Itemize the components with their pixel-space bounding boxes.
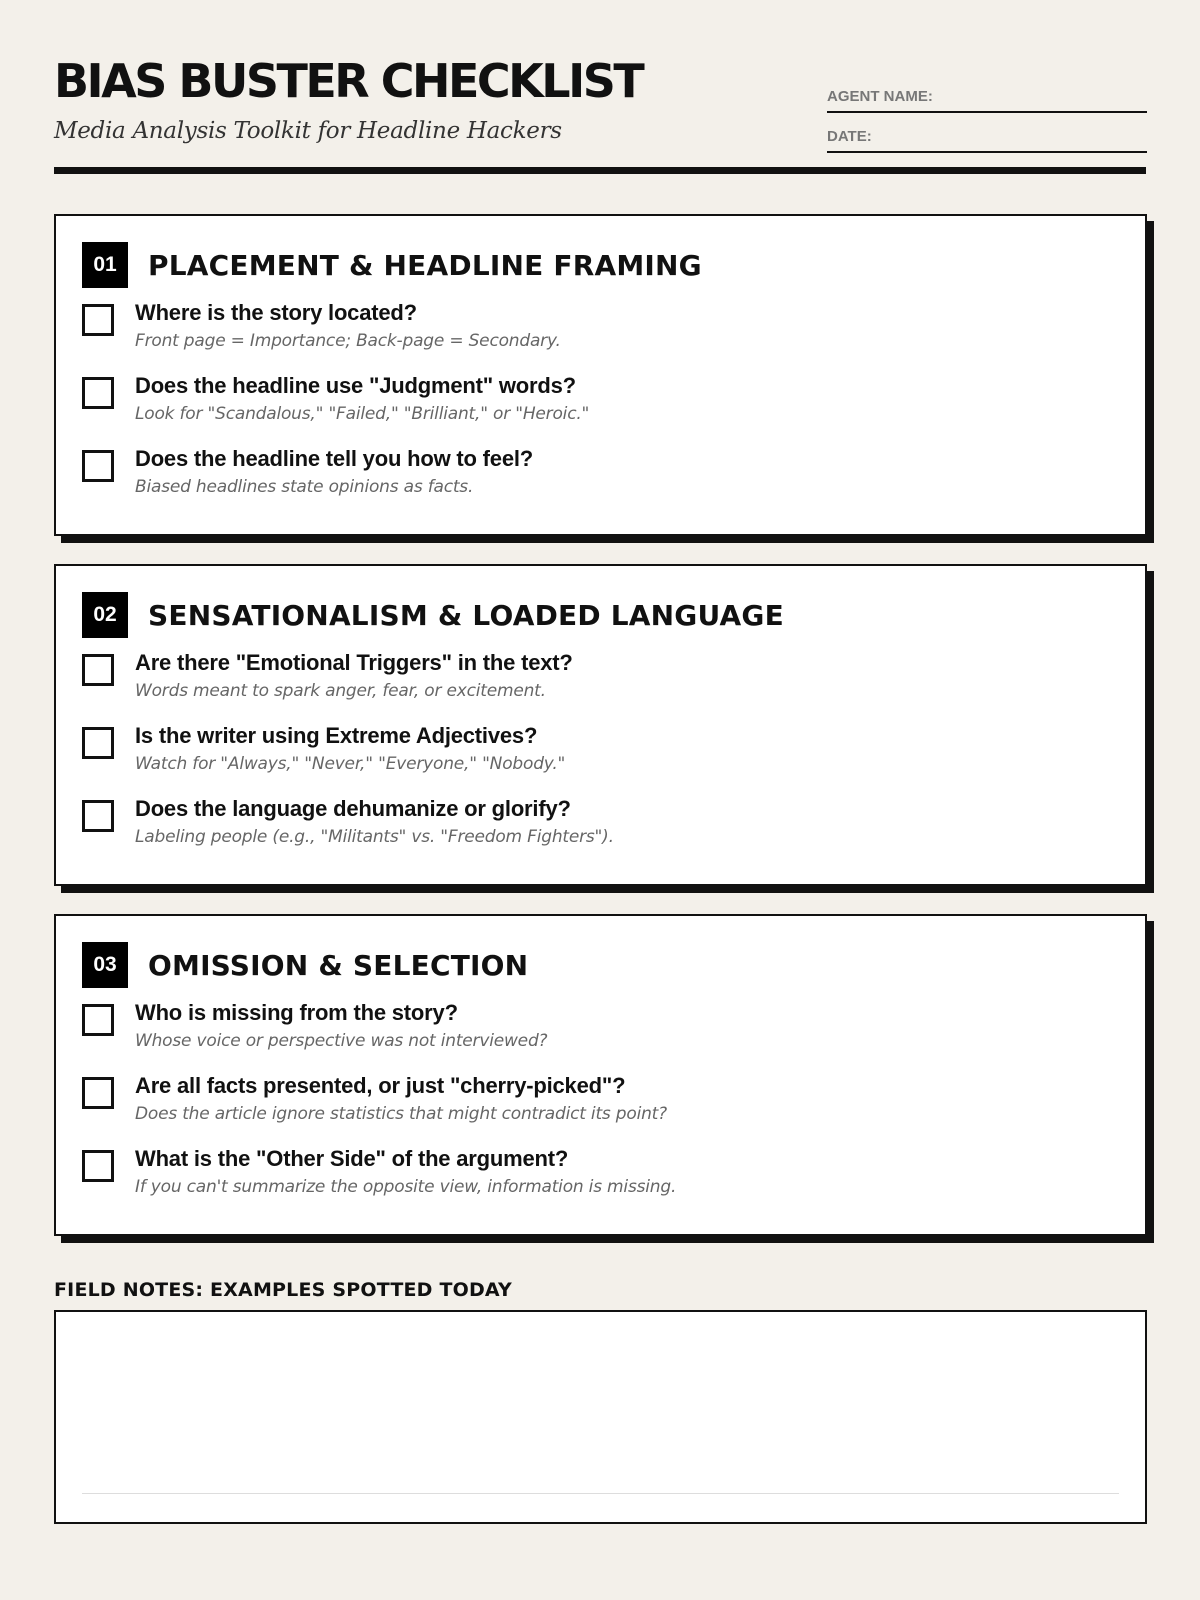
checklist-item <box>82 650 1119 723</box>
item-checkbox[interactable] <box>82 304 114 336</box>
checklist-item <box>82 373 1119 446</box>
notes-writing-line <box>82 1493 1119 1494</box>
item-question: What is the "Other Side" of the argument? <box>135 1146 569 1171</box>
item-question: Who is missing from the story? <box>135 1000 458 1025</box>
item-hint: Does the article ignore statistics that might contradict its point? <box>135 1104 667 1124</box>
checklist-item <box>82 446 1119 519</box>
section-header <box>82 242 1119 288</box>
checklist-item <box>82 1000 1119 1073</box>
item-hint: Look for "Scandalous," "Failed," "Brilliant," or "Heroic." <box>135 404 590 424</box>
agent-name-label: AGENT NAME: <box>827 88 933 105</box>
section-header <box>82 942 1119 988</box>
section-sensationalism <box>54 564 1147 886</box>
page-header <box>54 0 1146 174</box>
item-question: Is the writer using Extreme Adjectives? <box>135 723 538 748</box>
item-hint: Biased headlines state opinions as facts. <box>135 477 474 497</box>
date-label: DATE: <box>827 128 872 145</box>
item-checkbox[interactable] <box>82 377 114 409</box>
header-divider <box>54 167 1146 174</box>
item-checkbox[interactable] <box>82 1150 114 1182</box>
agent-name-field[interactable] <box>827 80 1147 113</box>
item-question: Where is the story located? <box>135 300 417 325</box>
section-title: SENSATIONALISM & LOADED LANGUAGE <box>148 598 784 632</box>
item-checkbox[interactable] <box>82 1077 114 1109</box>
item-checkbox[interactable] <box>82 727 114 759</box>
section-number-badge: 03 <box>82 942 128 988</box>
date-field[interactable] <box>827 120 1147 153</box>
item-checkbox[interactable] <box>82 654 114 686</box>
checklist-item <box>82 300 1119 373</box>
item-hint: Watch for "Always," "Never," "Everyone," "Nobody." <box>135 754 566 774</box>
item-question: Does the language dehumanize or glorify? <box>135 796 571 821</box>
page-subtitle: Media Analysis Toolkit for Headline Hackers <box>54 118 562 144</box>
checklist-item <box>82 1073 1119 1146</box>
section-omission <box>54 914 1147 1236</box>
item-question: Are there "Emotional Triggers" in the text? <box>135 650 573 675</box>
checklist-item <box>82 723 1119 796</box>
item-hint: If you can't summarize the opposite view, information is missing. <box>135 1177 677 1197</box>
checklist-item <box>82 1146 1119 1219</box>
section-number-badge: 01 <box>82 242 128 288</box>
section-header <box>82 592 1119 638</box>
item-checkbox[interactable] <box>82 800 114 832</box>
section-title: PLACEMENT & HEADLINE FRAMING <box>148 248 702 282</box>
item-question: Does the headline use "Judgment" words? <box>135 373 576 398</box>
item-question: Does the headline tell you how to feel? <box>135 446 534 471</box>
agent-meta <box>827 80 1147 160</box>
page-title: BIAS BUSTER CHECKLIST <box>54 54 643 108</box>
item-checkbox[interactable] <box>82 1004 114 1036</box>
checklist-item <box>82 796 1119 869</box>
section-placement <box>54 214 1147 536</box>
item-hint: Front page = Importance; Back-page = Secondary. <box>135 331 561 351</box>
item-hint: Whose voice or perspective was not interviewed? <box>135 1031 548 1051</box>
item-hint: Labeling people (e.g., "Militants" vs. "Freedom Fighters"). <box>135 827 614 847</box>
section-title: OMISSION & SELECTION <box>148 948 529 982</box>
item-checkbox[interactable] <box>82 450 114 482</box>
field-notes-input[interactable] <box>54 1310 1147 1524</box>
field-notes-label: FIELD NOTES: EXAMPLES SPOTTED TODAY <box>54 1279 512 1301</box>
item-hint: Words meant to spark anger, fear, or excitement. <box>135 681 546 701</box>
section-number-badge: 02 <box>82 592 128 638</box>
item-question: Are all facts presented, or just "cherry-picked"? <box>135 1073 626 1098</box>
